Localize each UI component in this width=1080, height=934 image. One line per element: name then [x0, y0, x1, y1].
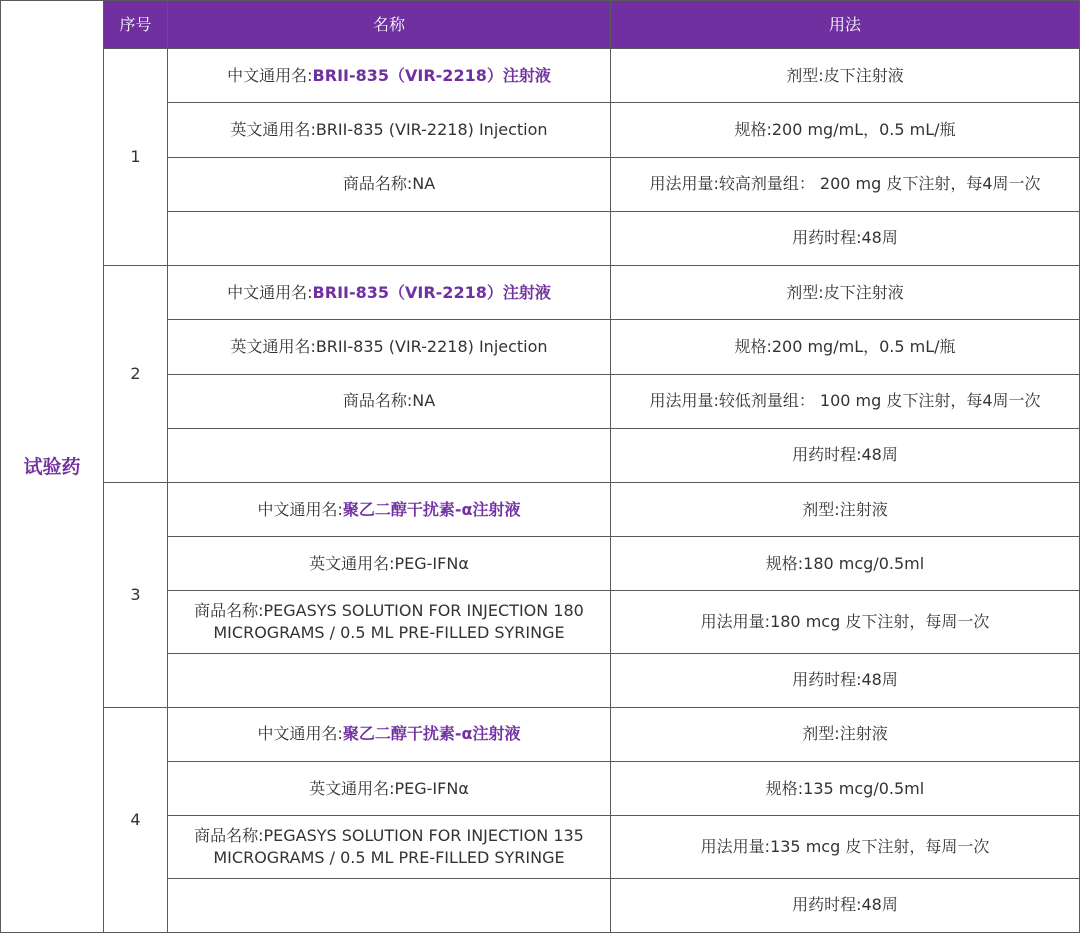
- header-usage: 用法: [611, 1, 1080, 49]
- name-cell: [168, 374, 611, 428]
- usage-cell: 规格:135 mcg/0.5ml: [611, 762, 1080, 816]
- name-cell: [168, 320, 611, 374]
- name-cell: [168, 211, 611, 265]
- name-cell: [168, 157, 611, 211]
- usage-cell: 规格:180 mcg/0.5ml: [611, 537, 1080, 591]
- row-index: 3: [104, 482, 168, 707]
- row-index: 2: [104, 266, 168, 483]
- name-prefix: 商品名称:PEGASYS SOLUTION FOR INJECTION 135 MICROGRAMS / 0.5 ML PRE-FILLED SYRINGE: [194, 825, 584, 867]
- group-label: 试验药: [1, 1, 104, 933]
- name-prefix: 英文通用名:PEG-IFNα: [309, 553, 469, 573]
- name-cell: [168, 266, 611, 320]
- usage-cell: 剂型:注射液: [611, 482, 1080, 536]
- usage-cell: 用法用量:较高剂量组： 200 mg 皮下注射，每4周一次: [611, 157, 1080, 211]
- name-highlight: BRII-835（VIR-2218）注射液: [312, 65, 551, 85]
- name-prefix: 英文通用名:BRII-835 (VIR-2218) Injection: [230, 120, 548, 140]
- name-cell: [168, 762, 611, 816]
- usage-cell: 用法用量:180 mcg 皮下注射，每周一次: [611, 591, 1080, 653]
- name-prefix: 中文通用名:: [227, 282, 313, 302]
- usage-cell: 用药时程:48周: [611, 428, 1080, 482]
- usage-cell: 用药时程:48周: [611, 878, 1080, 932]
- name-cell: [168, 103, 611, 157]
- name-cell: [168, 482, 611, 536]
- name-highlight: 聚乙二醇干扰素-α注射液: [342, 499, 521, 519]
- name-cell: [168, 707, 611, 761]
- name-cell: [168, 49, 611, 103]
- name-prefix: 中文通用名:: [227, 65, 313, 85]
- usage-cell: 剂型:皮下注射液: [611, 49, 1080, 103]
- name-prefix: 中文通用名:: [257, 724, 343, 744]
- header-index: 序号: [104, 1, 168, 49]
- name-cell: [168, 428, 611, 482]
- usage-cell: 用法用量:较低剂量组： 100 mg 皮下注射，每4周一次: [611, 374, 1080, 428]
- name-prefix: 英文通用名:BRII-835 (VIR-2218) Injection: [230, 336, 548, 356]
- name-cell: [168, 591, 611, 653]
- name-cell: [168, 878, 611, 932]
- usage-cell: 用法用量:135 mcg 皮下注射，每周一次: [611, 816, 1080, 878]
- usage-cell: 用药时程:48周: [611, 211, 1080, 265]
- header-name: 名称: [168, 1, 611, 49]
- table-row: [1, 707, 1080, 761]
- name-highlight: BRII-835（VIR-2218）注射液: [312, 282, 551, 302]
- name-prefix: 商品名称:NA: [342, 391, 436, 411]
- row-index: 4: [104, 707, 168, 932]
- usage-cell: 规格:200 mg/mL，0.5 mL/瓶: [611, 103, 1080, 157]
- name-prefix: 中文通用名:: [257, 499, 343, 519]
- usage-cell: 剂型:皮下注射液: [611, 266, 1080, 320]
- name-cell: [168, 537, 611, 591]
- name-prefix: 商品名称:NA: [342, 174, 436, 194]
- table-row: [1, 266, 1080, 320]
- row-index: 1: [104, 49, 168, 266]
- name-cell: [168, 653, 611, 707]
- usage-cell: 规格:200 mg/mL，0.5 mL/瓶: [611, 320, 1080, 374]
- usage-cell: 用药时程:48周: [611, 653, 1080, 707]
- usage-cell: 剂型:注射液: [611, 707, 1080, 761]
- name-highlight: 聚乙二醇干扰素-α注射液: [342, 724, 521, 744]
- table-row: [1, 49, 1080, 103]
- name-cell: [168, 816, 611, 878]
- name-prefix: 商品名称:PEGASYS SOLUTION FOR INJECTION 180 MICROGRAMS / 0.5 ML PRE-FILLED SYRINGE: [194, 601, 584, 643]
- header-row: [1, 1, 1080, 49]
- table-row: [1, 482, 1080, 536]
- name-prefix: 英文通用名:PEG-IFNα: [309, 778, 469, 798]
